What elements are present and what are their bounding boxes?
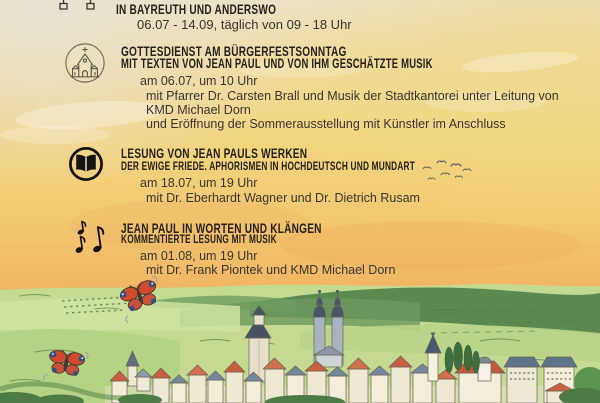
event-1-subtitle: MIT TEXTEN VON JEAN PAUL UND VON IHM GESCHÄTZTE MUSIK (121, 56, 433, 71)
event-1-detail-line: mit Pfarrer Dr. Carsten Brall und Musik der Stadtkantorei unter Leitung von (146, 89, 559, 103)
event-3-detail-line: mit Dr. Frank Piontek und KMD Michael Dorn (146, 263, 396, 277)
event-2-subtitle: DER EWIGE FRIEDE. APHORISMEN IN HOCHDEUTSCH UND MUNDART (121, 161, 416, 173)
church-icon (63, 41, 107, 85)
event-3-title: JEAN PAUL IN WORTEN UND KLÄNGEN (121, 220, 322, 236)
event-3-subtitle: KOMMENTIERTE LESUNG MIT MUSIK (121, 234, 277, 246)
event-2-datetime: am 18.07, um 19 Uhr (140, 176, 258, 190)
music-notes-icon (66, 214, 112, 262)
cropped-icon-fragment-left (58, 0, 70, 10)
event-3-datetime: am 01.08, um 19 Uhr (140, 249, 258, 263)
header-location-line: IN BAYREUTH UND ANDERSWO (116, 1, 277, 17)
open-book-icon (67, 145, 105, 183)
event-1-title: GOTTESDIENST AM BÜRGERFESTSONNTAG (121, 43, 347, 59)
event-2-detail-line: mit Dr. Eberhardt Wagner und Dr. Dietrich Rusam (146, 191, 420, 205)
event-1-detail-line: und Eröffnung der Sommerausstellung mit Künstler im Anschluss (146, 117, 506, 131)
event-2-title: LESUNG VON JEAN PAULS WERKEN (121, 145, 308, 161)
event-1-detail-line: KMD Michael Dorn (146, 103, 251, 117)
cropped-icon-fragment-right (85, 0, 97, 10)
header-time-line: 06.07 - 14.09, täglich von 09 - 18 Uhr (137, 17, 352, 32)
event-1-datetime: am 06.07, um 10 Uhr (140, 74, 258, 88)
